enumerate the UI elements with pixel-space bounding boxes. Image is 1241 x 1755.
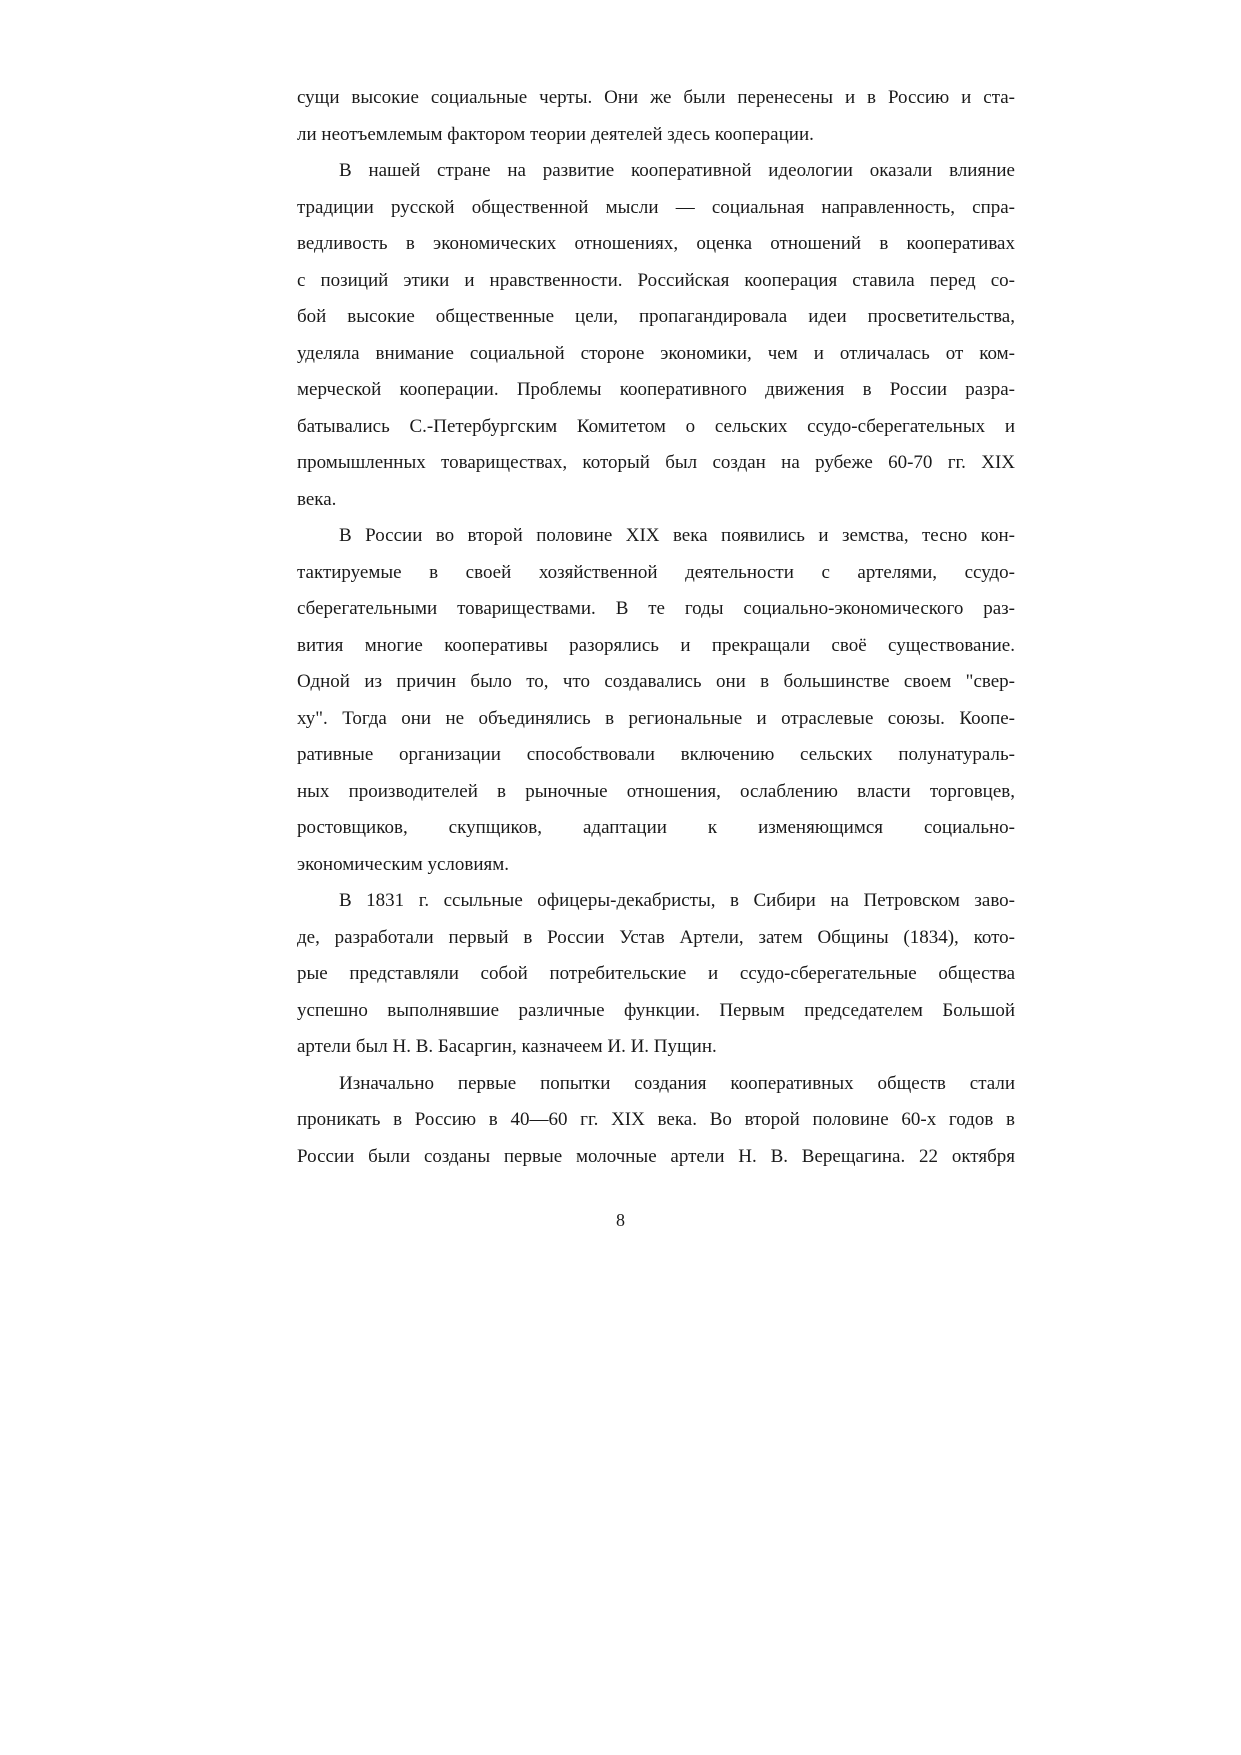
text-line: века. bbox=[297, 488, 337, 510]
text-line: мерческой кооперации. Проблемы кооперативного движения в России разра- bbox=[297, 379, 1015, 400]
text-line: вития многие кооперативы разорялись и прекращали своё существование. bbox=[297, 634, 1015, 656]
text-line: ных производителей в рыночные отношения, ослаблению власти торговцев, bbox=[297, 780, 1015, 802]
text-line: промышленных товариществах, который был создан на рубеже 60-70 гг. XIX bbox=[297, 452, 1015, 473]
text-line: ху". Тогда они не объединялись в региональные и отраслевые союзы. Коопе- bbox=[297, 707, 1015, 729]
text-line: батывались С.-Петербургским Комитетом о сельских ссудо-сберегательных и bbox=[297, 415, 1015, 437]
text-line: России были созданы первые молочные артели Н. В. Верещагина. 22 октября bbox=[297, 1145, 1015, 1167]
paragraph-5 bbox=[297, 1066, 1015, 1176]
body-text bbox=[297, 80, 1015, 1175]
text-line: ративные организации способствовали включению сельских полунатураль- bbox=[297, 744, 1015, 765]
text-line: сберегательными товариществами. В те годы социально-экономического раз- bbox=[297, 598, 1015, 619]
text-line: артели был Н. В. Басаргин, казначеем И. И. Пущин. bbox=[297, 1036, 717, 1057]
text-line: Одной из причин было то, что создавались они в большинстве своем "свер- bbox=[297, 671, 1015, 692]
text-line: проникать в Россию в 40—60 гг. XIX века. Во второй половине 60-х годов в bbox=[297, 1109, 1015, 1130]
text-line: де, разработали первый в России Устав Артели, затем Общины (1834), кото- bbox=[297, 926, 1015, 948]
text-line: бой высокие общественные цели, пропагандировала идеи просветительства, bbox=[297, 306, 1015, 327]
text-line: уделяла внимание социальной стороне экономики, чем и отличалась от ком- bbox=[297, 342, 1015, 364]
text-line: успешно выполнявшие различные функции. Первым председателем Большой bbox=[297, 999, 1015, 1021]
text-line: В нашей стране на развитие кооперативной идеологии оказали влияние bbox=[339, 160, 1015, 181]
paragraph-4 bbox=[297, 883, 1015, 1066]
text-line: рые представляли собой потребительские и ссудо-сберегательные общества bbox=[297, 963, 1015, 984]
text-line: Изначально первые попытки создания кооперативных обществ стали bbox=[339, 1072, 1015, 1094]
text-line: В 1831 г. ссыльные офицеры-декабристы, в Сибири на Петровском заво- bbox=[339, 890, 1015, 911]
paragraph-1 bbox=[297, 80, 1015, 153]
text-line: ростовщиков, скупщиков, адаптации к изменяющимся социально- bbox=[297, 817, 1015, 838]
paragraph-2 bbox=[297, 153, 1015, 518]
text-line: В России во второй половине XIX века появились и земства, тесно кон- bbox=[339, 525, 1015, 546]
text-line: с позиций этики и нравственности. Российская кооперация ставила перед со- bbox=[297, 269, 1015, 291]
text-line: экономическим условиям. bbox=[297, 853, 510, 875]
text-line: тактируемые в своей хозяйственной деятельности с артелями, ссудо- bbox=[297, 561, 1015, 583]
text-line: ведливость в экономических отношениях, оценка отношений в кооперативах bbox=[297, 233, 1015, 254]
text-line: ли неотъемлемым фактором теории деятелей здесь кооперации. bbox=[297, 123, 814, 145]
text-line: сущи высокие социальные черты. Они же были перенесены и в Россию и ста- bbox=[297, 87, 1015, 108]
text-line: традиции русской общественной мысли — социальная направленность, спра- bbox=[297, 196, 1015, 218]
paragraph-3 bbox=[297, 518, 1015, 883]
page-number: 8 bbox=[616, 1210, 625, 1230]
